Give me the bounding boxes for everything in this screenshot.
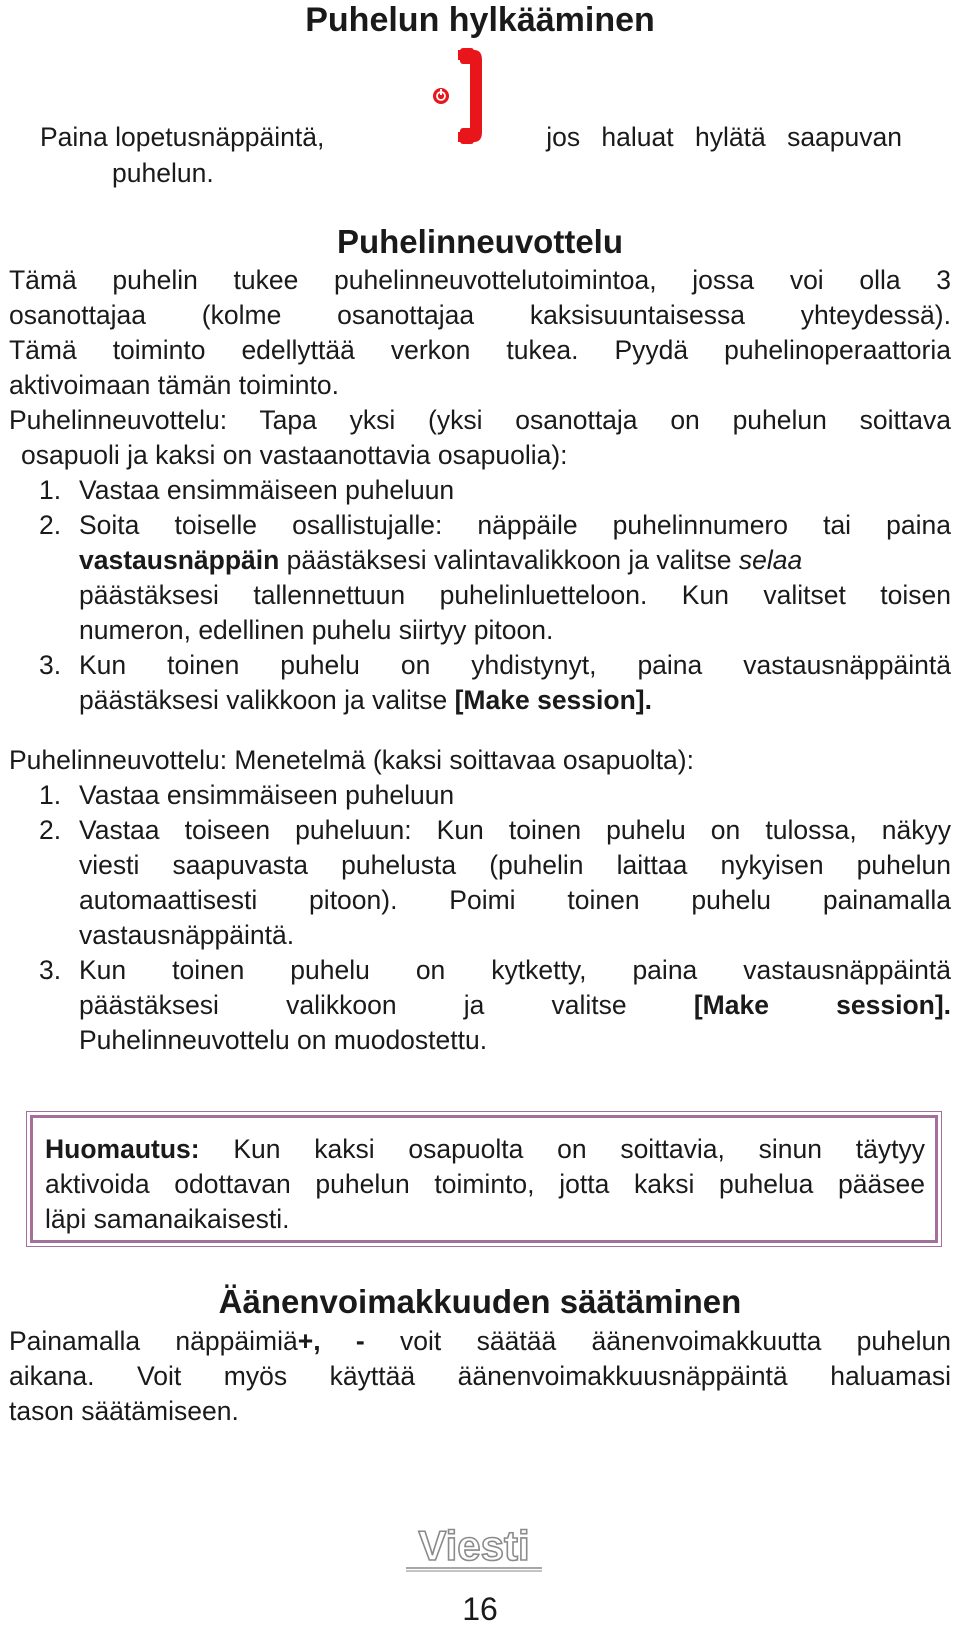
step-text: Vastaa ensimmäiseen puheluun (79, 780, 455, 810)
viesti-logo (400, 1520, 548, 1572)
step-line-3: päästäksesi tallennettuun puhelinluetteloon. Kun valitset toisen (79, 580, 951, 610)
step-line-3: Puhelinneuvottelu on muodostettu. (79, 1025, 488, 1055)
conference-title: Puhelinneuvottelu (336, 223, 623, 260)
make-session-label: [Make session]. (454, 685, 652, 715)
viesti-logo-text: Viesti (418, 1522, 530, 1569)
answer-key-label: vastausnäppäin (79, 545, 280, 575)
step-line-2: päästäksesi valikkoon ja valitse [Make session]. (79, 990, 952, 1020)
note-line-3: läpi samanaikaisesti. (45, 1204, 290, 1234)
step-line-2: päästäksesi valikkoon ja valitse [Make session]. (79, 685, 652, 715)
method1-heading-line-1: Puhelinneuvottelu: Tapa yksi (yksi osanottaja on puhelun soittava (9, 405, 951, 435)
volume-title: Äänenvoimakkuuden säätäminen (218, 1283, 742, 1320)
method2-step-1 (39, 778, 960, 813)
volume-line-3: tason säätämiseen. (9, 1396, 239, 1426)
conference-intro-line-2: osanottajaa (kolme osanottajaa kaksisuuntaisessa yhteydessä). (9, 300, 951, 330)
step-number: 3. (39, 955, 62, 985)
conference-intro (9, 263, 951, 403)
make-session-label: [Make session]. (693, 990, 952, 1020)
note-line-1: Huomautus: Kun kaksi osapuolta on soittavia, sinun täytyy (45, 1134, 925, 1164)
step-line-2: viesti saapuvasta puhelusta (puhelin laittaa nykyisen puhelun (79, 850, 951, 880)
step-line-1: Kun toinen puhelu on yhdistynyt, paina vastausnäppäintä (79, 650, 951, 680)
step-text: Vastaa ensimmäiseen puheluun (79, 475, 455, 505)
note-line-2: aktivoida odottavan puhelun toiminto, jotta kaksi puhelua pääsee (45, 1169, 925, 1199)
step-number: 1. (39, 780, 62, 810)
conference-intro-line-3: Tämä toiminto edellyttää verkon tukea. Pyydä puhelinoperaattoria (9, 335, 951, 365)
step-line-1: Kun toinen puhelu on kytketty, paina vastausnäppäintä (79, 955, 951, 985)
method1-heading-line-2: osapuoli ja kaksi on vastaanottavia osapuolia): (21, 440, 568, 470)
step-number: 2. (39, 510, 62, 540)
step-number: 3. (39, 650, 62, 680)
step-number: 1. (39, 475, 62, 505)
reject-text-after: jos haluat hylätä saapuvan (546, 122, 902, 152)
method1-heading (9, 403, 951, 473)
volume-line-2: aikana. Voit myös käyttää äänenvoimakkuusnäppäintä haluamasi (9, 1361, 951, 1391)
method1-step-3 (39, 648, 951, 718)
step-line-2: vastausnäppäin päästäksesi valintavalikkoon ja valitse selaa (79, 545, 803, 575)
end-call-key-icon (432, 48, 490, 144)
reject-text-line2: puhelun. (112, 158, 214, 188)
volume-paragraph (9, 1324, 951, 1429)
method1-step-2 (39, 508, 951, 648)
volume-keys: +, - (297, 1326, 365, 1356)
method2-step-3 (39, 953, 951, 1058)
step-line-1: Vastaa toiseen puheluun: Kun toinen puhelu on tulossa, näkyy (79, 815, 951, 845)
note-box (30, 1115, 938, 1243)
method1-step-1 (39, 473, 960, 508)
step-line-4: numeron, edellinen puhelu siirtyy pitoon. (79, 615, 554, 645)
step-line-4: vastausnäppäintä. (79, 920, 295, 950)
volume-line-1: Painamalla näppäimiä+, - voit säätää äänenvoimakkuutta puhelun (9, 1326, 951, 1356)
method2-step-2 (39, 813, 951, 953)
page-number: 16 (462, 1591, 498, 1627)
conference-intro-line-1: Tämä puhelin tukee puhelinneuvottelutoimintoa, jossa voi olla 3 (9, 265, 951, 295)
conference-intro-line-4: aktivoimaan tämän toiminto. (9, 370, 339, 400)
browse-option: selaa (738, 545, 803, 575)
step-line-3: automaattisesti pitoon). Poimi toinen puhelu painamalla (79, 885, 951, 915)
reject-call-title: Puhelun hylkääminen (305, 1, 655, 39)
reject-text-before: Paina lopetusnäppäintä, (40, 122, 325, 152)
step-line-1: Soita toiselle osallistujalle: näppäile puhelinnumero tai paina (79, 510, 951, 540)
method2-heading: Puhelinneuvottelu: Menetelmä (kaksi soittavaa osapuolta): (9, 745, 694, 775)
step-number: 2. (39, 815, 62, 845)
note-label: Huomautus: (45, 1134, 200, 1164)
